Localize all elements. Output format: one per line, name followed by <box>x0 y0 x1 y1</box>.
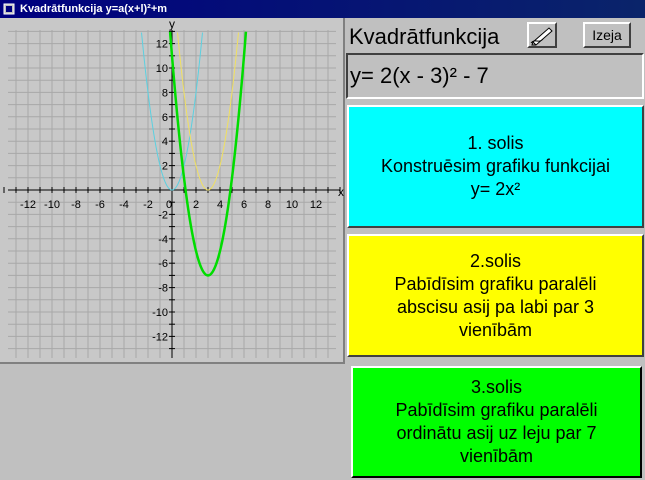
app-icon <box>3 3 15 15</box>
x-tick-label: -4 <box>119 199 129 211</box>
y-tick-label: 2 <box>161 160 168 173</box>
x-tick-label: 12 <box>309 199 323 211</box>
x-tick-label: 4 <box>216 199 224 211</box>
y-tick-label: 8 <box>161 87 168 100</box>
step-2-button[interactable] <box>347 234 644 357</box>
y-tick-label: 10 <box>155 63 168 75</box>
y-tick-label: -12 <box>152 331 168 344</box>
x-tick-label: 8 <box>264 199 272 211</box>
x-tick-label: -2 <box>143 199 153 211</box>
x-tick-label: -6 <box>95 199 105 211</box>
x-tick-label: -8 <box>71 199 81 211</box>
graph-panel <box>0 18 345 364</box>
empty-panel <box>0 364 348 480</box>
x-tick-label: 10 <box>285 199 299 211</box>
step-1-button[interactable] <box>347 105 644 228</box>
x-tick-label: 0 <box>165 199 173 211</box>
y-tick-label: 12 <box>155 38 168 51</box>
y-tick-label: 6 <box>161 111 168 124</box>
x-tick-label: 2 <box>192 199 200 211</box>
step-3-button[interactable] <box>351 366 642 478</box>
y-tick-label: -2 <box>158 209 168 222</box>
step-2-line-3: abscisu asij pa labi par 3 <box>396 296 595 317</box>
formula-display: y= 2(x - 3)² - 7 <box>346 53 644 99</box>
app-title: Kvadrātfunkcija <box>349 24 500 49</box>
exit-button[interactable]: Izeja <box>583 22 631 48</box>
y-axis-label: y <box>169 17 175 31</box>
pen-button[interactable] <box>527 22 557 48</box>
window-title: Kvadrātfunkcija y=a(x+l)²+m <box>20 3 168 15</box>
step-2-line-2: Pabīdīsim grafiku paralēli <box>394 273 597 294</box>
x-tick-label: -10 <box>44 199 60 211</box>
step-2-line-1: 2.solis <box>469 250 522 271</box>
y-tick-label: -6 <box>158 258 168 271</box>
step-2-line-4: vienībām <box>458 319 533 340</box>
step-1-line-2: Konstruēsim grafiku funkcijai <box>380 156 611 176</box>
function-graph <box>0 18 343 362</box>
x-tick-label: -12 <box>20 199 36 211</box>
y-tick-label: 4 <box>161 136 168 149</box>
window-titlebar <box>0 0 645 18</box>
x-axis-label: x <box>338 185 344 199</box>
step-3-line-4: vienībām <box>459 446 534 466</box>
step-3-line-2: Pabīdīsim grafiku paralēli <box>395 400 598 420</box>
step-3-line-1: 3.solis <box>470 377 523 397</box>
step-1-line-1: 1. solis <box>467 133 524 153</box>
y-tick-label: -8 <box>158 282 168 295</box>
step-3-line-3: ordinātu asij uz leju par 7 <box>396 423 597 443</box>
pen-icon <box>529 24 555 46</box>
step-1-line-3: y= 2x² <box>470 179 521 199</box>
y-tick-label: -10 <box>152 307 168 319</box>
x-tick-label: 6 <box>240 199 248 211</box>
y-tick-label: -4 <box>158 233 168 246</box>
